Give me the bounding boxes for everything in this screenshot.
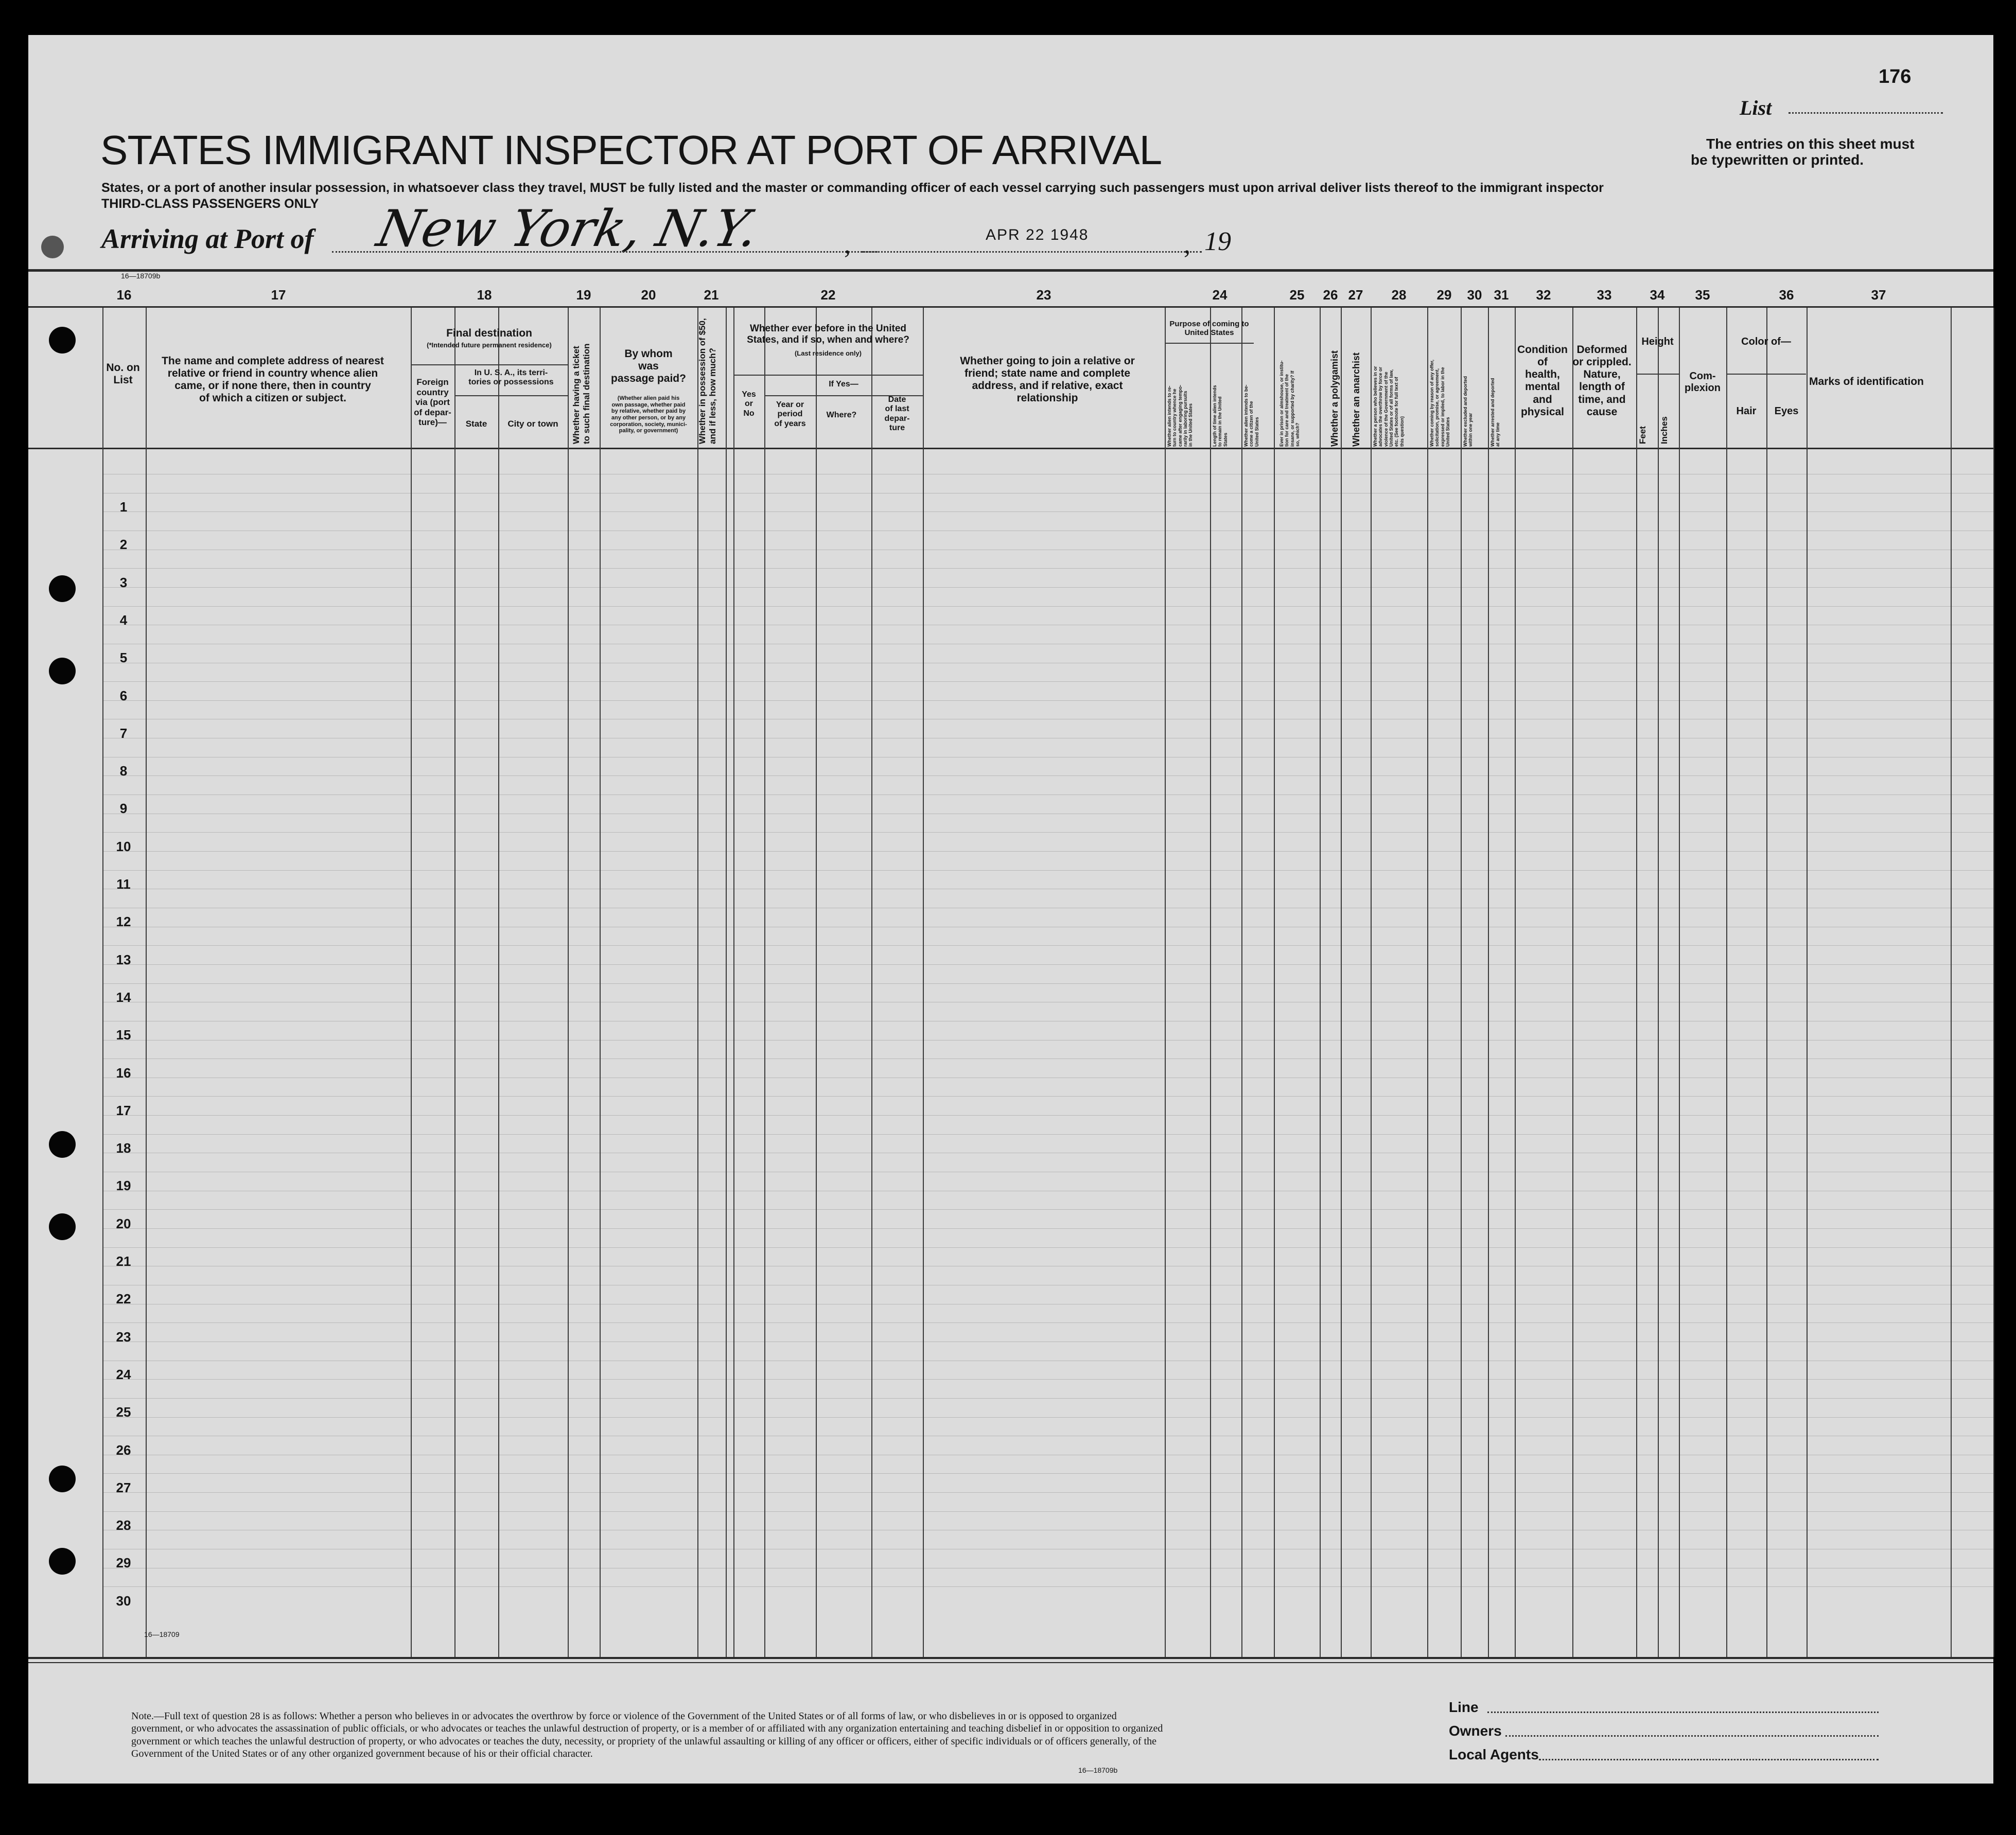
- column-line: [1241, 308, 1242, 1657]
- row-guide-line: [102, 568, 1993, 569]
- col-18-usa: In U. S. A., its terri- tories or possessions: [468, 368, 554, 387]
- column-number: 37: [1871, 287, 1886, 303]
- row-guide-line: [102, 1417, 1993, 1418]
- row-guide-line: [102, 775, 1993, 776]
- local-agents-label: Local Agents: [1449, 1746, 1539, 1762]
- col-29-header: Whether coming by reason of any offer, solicitation, promise, or agreement, expressed or implied, to labor in the United States: [1429, 359, 1451, 447]
- row-number: 23: [116, 1329, 131, 1345]
- column-line: [1427, 308, 1428, 1657]
- row-number: 10: [116, 838, 131, 854]
- col-36-hair: Hair: [1736, 405, 1757, 417]
- column-line: [568, 308, 569, 1657]
- column-number: 21: [704, 287, 719, 303]
- port-dotted-line: [332, 251, 878, 253]
- row-guide-line: [102, 1096, 1993, 1097]
- column-line: [1679, 308, 1680, 1657]
- row-number: 30: [116, 1593, 131, 1609]
- row-number: 21: [116, 1254, 131, 1269]
- column-number: 20: [641, 287, 656, 303]
- row-guide-line: [102, 700, 1993, 701]
- col-18-state: State: [465, 419, 487, 429]
- column-line: [1274, 308, 1275, 1657]
- form-subtitle: States, or a port of another insular possession, in whatsoever class they travel, MUST be fully listed and the master or commanding officer of each vessel carrying such passengers must upon arrival deliver lists thereof to the immigrant inspector: [101, 181, 1604, 195]
- col-24c-header: Whether alien intends to be- come a citizen of the United States: [1243, 384, 1259, 447]
- punch-hole: [49, 1548, 76, 1575]
- punch-hole: [49, 658, 76, 684]
- table-top-rule: [28, 269, 1993, 272]
- column-line: [816, 308, 817, 1657]
- row-guide-line: [102, 983, 1993, 984]
- row-guide-line: [102, 1058, 1993, 1059]
- column-number: 30: [1467, 287, 1482, 303]
- row-number: 9: [119, 801, 128, 817]
- col-34-header: Height: [1641, 336, 1674, 347]
- column-line: [454, 308, 455, 1657]
- column-number: 31: [1494, 287, 1509, 303]
- owners-dotted-line: [1505, 1735, 1879, 1737]
- row-guide-line: [102, 1492, 1993, 1493]
- comma: ,: [844, 230, 851, 259]
- row-number: 14: [116, 989, 131, 1005]
- column-line: [1636, 308, 1637, 1657]
- passenger-class: THIRD-CLASS PASSENGERS ONLY: [101, 197, 319, 211]
- port-handwritten: New York, N.Y.: [372, 200, 764, 258]
- col-26-header: Whether a polygamist: [1329, 350, 1340, 447]
- column-line: [1807, 308, 1808, 1657]
- subheader-line: [1636, 374, 1679, 375]
- row-guide-line: [102, 511, 1993, 512]
- row-number: 2: [119, 537, 128, 553]
- column-number: 23: [1036, 287, 1051, 303]
- row-guide-line: [102, 1209, 1993, 1210]
- col-24a-header: Whether alien intends to re- turn to country whence he came after engaging tempo- rarily in laboring pursuits in the United States: [1167, 384, 1194, 447]
- column-line: [1993, 308, 1994, 1657]
- col-22-if-yes: If Yes—: [829, 380, 858, 389]
- row-number: 15: [116, 1027, 131, 1043]
- column-number: 32: [1536, 287, 1551, 303]
- row-number: 20: [116, 1215, 131, 1231]
- col-18-subnote: (*Intended future permanent residence): [427, 341, 552, 349]
- column-number: 29: [1436, 287, 1452, 303]
- line-dotted-line: [1487, 1712, 1879, 1713]
- row-guide-line: [102, 1247, 1993, 1248]
- arriving-at-port-label: Arriving at Port of: [101, 223, 314, 254]
- row-guide-line: [102, 1586, 1993, 1587]
- col-17-header: The name and complete address of nearest relative or friend in country whence alien came, or if none there, then in country of which a citizen or subject.: [162, 355, 384, 404]
- row-number: 4: [119, 612, 128, 628]
- punch-hole: [49, 1131, 76, 1158]
- row-guide-line: [102, 1379, 1993, 1380]
- col-19-header: Whether having a ticket to such final destination: [571, 343, 591, 444]
- list-label: List: [1740, 96, 1772, 119]
- row-guide-line: [102, 681, 1993, 682]
- column-line: [764, 308, 765, 1657]
- table-bottom-rule: [28, 1662, 1993, 1663]
- column-line: [871, 308, 872, 1657]
- row-guide-line: [102, 587, 1993, 588]
- col-27-header: Whether an anarchist: [1351, 352, 1361, 447]
- col-23-header: Whether going to join a relative or friend; state name and complete address, and if relative, exact relationship: [960, 355, 1135, 404]
- form-code: 16—18709b: [121, 272, 161, 280]
- col-35-header: Com- plexion: [1684, 370, 1721, 394]
- row-number: 17: [116, 1102, 131, 1118]
- subheader-line: [454, 395, 568, 396]
- col-36-header: Color of—: [1741, 336, 1791, 347]
- local-agents-dotted-line: [1539, 1759, 1879, 1760]
- punch-hole: [49, 575, 76, 602]
- punch-hole: [49, 1466, 76, 1492]
- column-line: [1488, 308, 1489, 1657]
- line-label: Line: [1449, 1699, 1479, 1715]
- column-number: 17: [271, 287, 286, 303]
- column-number: 35: [1695, 287, 1710, 303]
- col-22-yes-no: Yes or No: [742, 390, 756, 418]
- row-number: 29: [116, 1555, 131, 1571]
- row-number: 26: [116, 1442, 131, 1458]
- year-prefix: 19: [1204, 227, 1231, 256]
- col-20-note: (Whether alien paid his own passage, whether paid by relative, whether paid by any other person, or by any corporation, society, munici- pality, or government): [610, 395, 687, 434]
- row-number: 6: [119, 687, 128, 703]
- column-number: 18: [477, 287, 492, 303]
- col-24-header: Purpose of coming to United States: [1169, 320, 1249, 338]
- column-line: [697, 308, 698, 1657]
- column-line: [733, 308, 734, 1657]
- row-guide-line: [102, 945, 1993, 946]
- col-18-foreign: Foreign country via (port of depar- ture)—: [414, 377, 451, 428]
- column-number: 19: [576, 287, 591, 303]
- instructions-note: be typewritten or printed.: [1691, 152, 1864, 168]
- col-20-header: By whom was passage paid?: [611, 348, 686, 385]
- row-number: 1: [119, 499, 128, 515]
- column-line: [1461, 308, 1462, 1657]
- date-dotted-line: [862, 251, 1202, 253]
- col-34-feet: Feet: [1638, 426, 1647, 444]
- row-guide-line: [102, 1398, 1993, 1399]
- col-24b-header: Length of time alien intends to remain in the United States: [1212, 385, 1228, 447]
- column-number: 27: [1348, 287, 1363, 303]
- column-number: 28: [1391, 287, 1407, 303]
- column-line: [600, 308, 601, 1657]
- subheader-line: [411, 364, 568, 365]
- row-number: 24: [116, 1366, 131, 1382]
- col-22-note: (Last residence only): [794, 349, 862, 357]
- column-line: [1371, 308, 1372, 1657]
- col-22-where: Where?: [826, 411, 857, 419]
- subheader-line: [1726, 374, 1806, 375]
- row-guide-line: [102, 606, 1993, 607]
- row-number: 25: [116, 1404, 131, 1420]
- row-guide-line: [102, 832, 1993, 833]
- column-line: [146, 308, 147, 1657]
- col-16-header: No. on List: [106, 362, 140, 386]
- col-22-date: Date of last depar- ture: [884, 395, 910, 433]
- column-line: [726, 308, 727, 1657]
- instructions-note: The entries on this sheet must: [1706, 136, 1915, 152]
- form-title: STATES IMMIGRANT INSPECTOR AT PORT OF ARRIVAL: [100, 127, 1162, 173]
- table-header-bottom-rule: [28, 448, 1993, 449]
- row-guide-line: [102, 1322, 1993, 1323]
- column-number: 24: [1212, 287, 1228, 303]
- column-line: [1766, 308, 1767, 1657]
- form-code: 16—18709b: [1078, 1766, 1118, 1774]
- table-header-number-rule: [28, 306, 1993, 308]
- col-36-eyes: Eyes: [1774, 405, 1799, 417]
- list-dotted-line: [1789, 112, 1943, 114]
- col-30-header: Whether excluded and deported within one year: [1463, 376, 1474, 447]
- column-line: [1165, 308, 1166, 1657]
- punch-hole: [41, 236, 64, 258]
- column-line: [1658, 308, 1659, 1657]
- row-number: 28: [116, 1518, 131, 1533]
- row-number: 11: [116, 876, 131, 892]
- comma: ,: [1184, 230, 1190, 259]
- row-guide-line: [102, 1473, 1993, 1474]
- manifest-sheet: [28, 35, 1993, 1784]
- col-21-header: Whether in possession of $50, and if less, how much?: [697, 318, 717, 444]
- column-line: [1210, 308, 1211, 1657]
- row-number: 12: [116, 914, 131, 930]
- row-number: 5: [119, 650, 128, 666]
- column-line: [411, 308, 412, 1657]
- column-line: [1572, 308, 1573, 1657]
- form-code: 16—18709: [144, 1630, 180, 1638]
- row-guide-line: [102, 1134, 1993, 1135]
- col-18-header: Final destination: [446, 327, 532, 339]
- column-line: [1320, 308, 1321, 1657]
- col-18-city: City or town: [507, 419, 558, 429]
- col-37-header: Marks of identification: [1809, 376, 1924, 387]
- col-33-header: Deformed or crippled. Nature, length of time, and cause: [1572, 344, 1632, 418]
- column-number: 16: [116, 287, 132, 303]
- column-line: [923, 308, 924, 1657]
- row-number: 27: [116, 1479, 131, 1495]
- column-number: 33: [1597, 287, 1612, 303]
- row-guide-line: [102, 964, 1993, 965]
- row-number: 7: [119, 725, 128, 741]
- subheader-line: [1165, 343, 1254, 344]
- column-line: [1341, 308, 1342, 1657]
- row-guide-line: [102, 1115, 1993, 1116]
- column-line: [498, 308, 499, 1657]
- punch-hole: [49, 327, 76, 354]
- punch-hole: [49, 1213, 76, 1240]
- subheader-line: [733, 375, 923, 376]
- date-stamp: APR 22 1948: [986, 226, 1089, 243]
- column-line: [1515, 308, 1516, 1657]
- col-32-header: Condition of health, mental and physical: [1517, 344, 1568, 418]
- row-number: 22: [116, 1291, 131, 1307]
- page-number: 176: [1879, 66, 1912, 87]
- row-number: 19: [116, 1178, 131, 1194]
- column-number: 36: [1779, 287, 1794, 303]
- footnote-text: Note.—Full text of question 28 is as follows: Whether a person who believes in or advocates the overthrow by force or violence of the Government of the United States or of all forms of law, or who disbelieves in or is opposed to organized government, or who advocates the assassination of public officials, or who advocates or teaches the unlawful destruction of property, or is a member of or affiliated with any organization entertaining and teaching disbelief in or opposition to organized government or which teaches the unlawful destruction of property, or who advocates or teaches the duty, necessity, or propriety of the unlawful assaulting or killing of any officer or officers, either of specific individuals or of officers generally, of the Government of the United States or of any other organized government because of his or their official character.: [131, 1710, 1163, 1760]
- row-number: 8: [119, 763, 128, 779]
- column-number: 22: [820, 287, 836, 303]
- row-number: 3: [119, 574, 128, 590]
- row-number: 13: [116, 951, 131, 967]
- row-guide-line: [102, 1511, 1993, 1512]
- col-25-header: Ever in prison or almshouse, or institu- tion for care and treatment of the insane, or supported by charity? If so, which?: [1279, 360, 1301, 447]
- column-number: 25: [1289, 287, 1305, 303]
- column-line: [1951, 308, 1952, 1657]
- col-22-years: Year or period of years: [774, 400, 806, 428]
- row-number: 18: [116, 1140, 131, 1156]
- row-guide-line: [102, 851, 1993, 852]
- column-number: 34: [1650, 287, 1665, 303]
- column-number: 26: [1323, 287, 1338, 303]
- col-34-inches: Inches: [1659, 416, 1669, 444]
- table-bottom-rule: [28, 1657, 1993, 1659]
- row-guide-line: [102, 1228, 1993, 1229]
- col-31-header: Whether arrested and deported at any time: [1490, 378, 1501, 447]
- column-line: [1726, 308, 1727, 1657]
- row-number: 16: [116, 1065, 131, 1081]
- row-guide-line: [102, 870, 1993, 871]
- col-28-header: Whether a person who believes in or advocates the overthrow by force or violence of the Government of the United States or of all forms of law, etc. (See footnote for full text of this question): [1373, 366, 1405, 447]
- owners-label: Owners: [1449, 1723, 1502, 1739]
- col-22-header: Whether ever before in the United States, and if so, when and where?: [747, 323, 909, 345]
